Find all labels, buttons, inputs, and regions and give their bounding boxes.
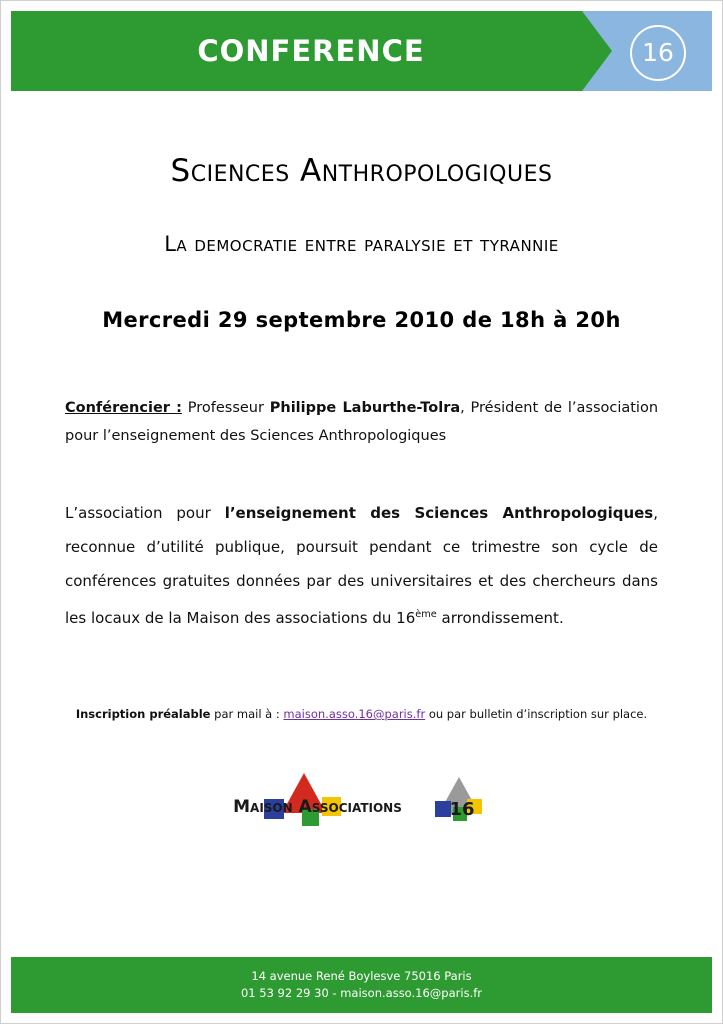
page-subtitle: La democratie entre paralysie et tyrannie [164, 232, 559, 256]
description-paragraph [65, 496, 658, 635]
inscription-mid: par mail à : [210, 707, 284, 721]
description-superscript: ème [415, 609, 437, 620]
email-link[interactable]: maison.asso.16@paris.fr [283, 707, 426, 721]
speaker-block [65, 394, 658, 450]
poster-content [1, 153, 722, 835]
header-arrow-shape [582, 11, 612, 91]
event-date: Mercredi 29 septembre 2010 de 18h à 20h [102, 308, 621, 332]
speaker-prefix: Professeur [187, 400, 264, 416]
maison-associations-label: Maison Associations [233, 797, 402, 817]
page-title: Sciences Anthropologiques [170, 153, 553, 189]
speaker-label: Conférencier : [65, 400, 182, 416]
footer-contact: 01 53 92 29 30 - maison.asso.16@paris.fr [240, 986, 482, 1000]
inscription-tail: ou par bulletin d’inscription sur place. [425, 707, 648, 721]
footer-address: 14 avenue René Boylesve 75016 Paris [251, 969, 472, 983]
header-banner [11, 11, 712, 91]
arrondissement-logo [431, 773, 493, 835]
maison-associations-logo [230, 773, 405, 835]
description-part-1: L’association pour [65, 504, 225, 522]
inscription-note [65, 707, 658, 721]
header-title: CONFERENCE [197, 34, 425, 68]
speaker-role: , Président de l’association pour l’enseignement des Sciences Anthropologiques [65, 400, 659, 444]
description-bold: l’enseignement des Sciences Anthropologiques [224, 504, 654, 522]
inscription-label: Inscription préalable [75, 707, 211, 721]
description-part-3: arrondissement. [436, 609, 564, 627]
speaker-name: Philippe Laburthe-Tolra [269, 400, 461, 416]
footer [11, 957, 712, 1013]
arrondissement-logo-label: 16 [449, 799, 475, 820]
description-part-2: , reconnue d’utilité publique, poursuit pendant ce trimestre son cycle de conférences gratuites données par des universitaires et des chercheurs dans les locaux de la Maison des associations du 16 [65, 504, 659, 627]
logo-row [65, 773, 658, 835]
arrondissement-badge: 16 [630, 25, 686, 81]
